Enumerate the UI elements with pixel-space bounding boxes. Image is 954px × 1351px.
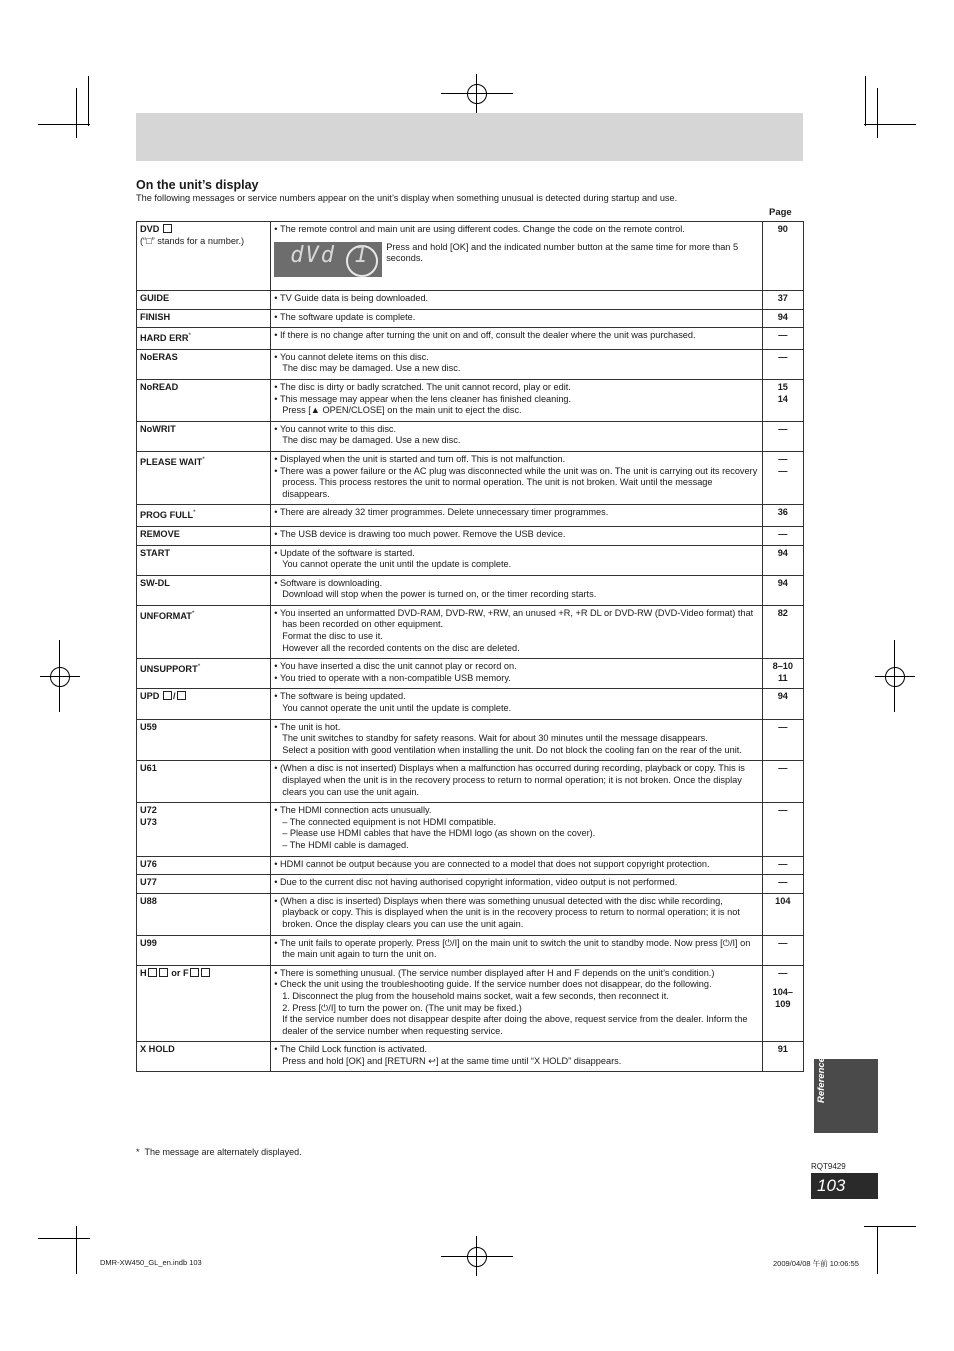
- crop-mark: [88, 76, 89, 126]
- description-line: – The connected equipment is not HDMI compatible.: [282, 816, 497, 827]
- registration-mark: [467, 84, 487, 104]
- page-ref: —: [762, 349, 803, 379]
- page-ref: —: [762, 935, 803, 965]
- page-ref: 14: [777, 393, 788, 404]
- message-code: START: [137, 545, 271, 575]
- description-line: • The USB device is drawing too much power. Remove the USB device.: [274, 529, 758, 541]
- crop-mark: [864, 1226, 916, 1227]
- message-code: REMOVE: [137, 526, 271, 545]
- page-ref: 37: [762, 291, 803, 310]
- description-line: Download will stop when the power is turned on, or the timer recording starts.: [282, 589, 597, 600]
- description-line: • The disc is dirty or badly scratched. The unit cannot record, play or edit.: [274, 382, 758, 394]
- table-row: [137, 659, 804, 689]
- table-row: [137, 1042, 804, 1072]
- lcd-digit: 1: [354, 242, 370, 268]
- message-code: NoWRIT: [137, 421, 271, 451]
- page-number-box: [811, 1173, 878, 1199]
- number-placeholder-icon: [148, 968, 157, 977]
- description-line: • Check the unit using the troubleshooting guide. If the service number does not disappear, do the following.: [274, 979, 758, 991]
- message-code: U77: [137, 875, 271, 894]
- number-placeholder-icon: [163, 691, 172, 700]
- page-ref: —: [762, 856, 803, 875]
- description-line: • The HDMI connection acts unusually.: [274, 805, 758, 817]
- description-line: You cannot operate the unit until the update is complete.: [282, 559, 512, 570]
- description-line: • The Child Lock function is activated.: [274, 1044, 758, 1056]
- table-row: [137, 222, 804, 291]
- crop-mark: [76, 88, 77, 138]
- description-line: • You have inserted a disc the unit cannot play or record on.: [274, 661, 758, 673]
- description-line: • You inserted an unformatted DVD-RAM, DVD-RW, +RW, an unused +R, +R DL or DVD-RW (DVD-Video format) that has been recorded on other equipment.: [274, 608, 758, 631]
- description-line: • You cannot delete items on this disc.: [274, 352, 758, 364]
- description-line: • The software update is complete.: [274, 312, 758, 324]
- table-row: [137, 421, 804, 451]
- message-code: HARD ERR: [140, 333, 189, 344]
- message-code: U73: [140, 816, 157, 827]
- page-ref: 94: [762, 689, 803, 719]
- footnote-mark: *: [191, 609, 195, 617]
- table-row: [137, 379, 804, 421]
- table-row: [137, 526, 804, 545]
- footnote-mark: *: [193, 509, 196, 517]
- table-row: [137, 545, 804, 575]
- message-code: PROG FULL: [140, 510, 194, 521]
- lcd-display-image: [274, 242, 382, 277]
- table-row: [137, 505, 804, 527]
- registration-mark: [476, 1236, 477, 1276]
- registration-mark: [40, 676, 80, 677]
- message-code: U61: [137, 761, 271, 803]
- page-ref: —: [762, 719, 803, 761]
- crop-mark: [38, 124, 90, 125]
- reference-tab: [814, 1059, 878, 1133]
- description-line: – The HDMI cable is damaged.: [282, 839, 409, 850]
- table-row: [137, 328, 804, 350]
- message-code: U72: [140, 805, 157, 816]
- description-line: Select a position with good ventilation when installing the unit. Do not block the cooling fan on the rear of the unit.: [282, 744, 742, 755]
- section-title: On the unit’s display: [136, 178, 259, 192]
- header-band: [136, 113, 803, 161]
- message-code: NoREAD: [137, 379, 271, 421]
- message-code: or F: [171, 967, 189, 978]
- description-line: • You tried to operate with a non-compatible USB memory.: [274, 673, 758, 685]
- page-ref: —: [778, 967, 788, 978]
- footnote-mark: *: [202, 455, 205, 463]
- footer-timestamp: 2009/04/08 午前 10:06:55: [773, 1259, 859, 1268]
- message-code: PLEASE WAIT: [140, 456, 203, 467]
- reference-tab-label: Reference: [816, 1057, 827, 1103]
- description-line: Press and hold [OK] and [RETURN ↩] at the same time until “X HOLD” disappears.: [282, 1055, 622, 1066]
- message-table: [136, 221, 804, 1072]
- table-row: [137, 719, 804, 761]
- table-row: [137, 965, 804, 1042]
- page-ref: 104: [762, 893, 803, 935]
- description-line: • The unit is hot.: [274, 722, 758, 734]
- description-line: The disc may be damaged. Use a new disc.: [282, 435, 461, 446]
- message-code: UNSUPPORT: [140, 664, 198, 675]
- table-row: [137, 291, 804, 310]
- footnote-mark: *: [188, 332, 192, 340]
- table-row: [137, 349, 804, 379]
- page-ref: —: [778, 465, 788, 476]
- section-intro: The following messages or service numbers appear on the unit’s display when something unusual is detected during startup and use.: [136, 193, 678, 203]
- description-line: • TV Guide data is being downloaded.: [274, 293, 758, 305]
- registration-mark: [467, 1247, 487, 1267]
- registration-mark: [59, 640, 60, 712]
- registration-mark: [885, 667, 905, 687]
- description-line: You cannot operate the unit until the update is complete.: [282, 703, 512, 714]
- registration-mark: [50, 667, 70, 687]
- page-ref: 11: [777, 672, 788, 683]
- page-ref: —: [762, 421, 803, 451]
- registration-mark: [441, 1256, 513, 1257]
- description-line: The unit switches to standby for safety reasons. Wait for about 30 minutes until the message disappears.: [282, 733, 708, 744]
- footnote-mark: *: [197, 663, 201, 671]
- page-ref: 104–: [772, 987, 794, 998]
- description-line: However all the recorded contents on the disc are deleted.: [282, 642, 520, 653]
- description-line: Press and hold [OK] and the indicated number button at the same time for more than 5 seconds.: [386, 241, 739, 264]
- page-ref: 36: [762, 505, 803, 527]
- description-line: • Update of the software is started.: [274, 548, 758, 560]
- page-ref: —: [762, 761, 803, 803]
- page-ref: —: [762, 328, 803, 350]
- message-code: SW-DL: [137, 575, 271, 605]
- description-line: • The software is being updated.: [274, 691, 758, 703]
- table-row: [137, 575, 804, 605]
- page-ref: 82: [762, 605, 803, 658]
- number-placeholder-icon: [159, 968, 168, 977]
- message-code: H: [140, 967, 147, 978]
- message-code: X HOLD: [137, 1042, 271, 1072]
- table-row: [137, 309, 804, 328]
- description-line: • There is something unusual. (The service number displayed after H and F depends on the unit’s condition.): [274, 968, 758, 980]
- description-line: • Software is downloading.: [274, 578, 758, 590]
- message-code: NoERAS: [137, 349, 271, 379]
- description-line: • The unit fails to operate properly. Press [⏻/I] on the main unit to switch the unit to standby mode. Now press [⏻/I] on the main unit again to turn the unit on.: [274, 938, 758, 961]
- footnote-mark: *: [136, 1147, 140, 1157]
- crop-mark: [864, 124, 916, 125]
- page-ref: 90: [762, 222, 803, 291]
- message-code: UPD: [140, 691, 160, 702]
- document-code: RQT9429: [811, 1162, 846, 1171]
- crop-mark: [76, 1226, 77, 1274]
- table-row: [137, 935, 804, 965]
- registration-mark: [894, 640, 895, 712]
- registration-mark: [441, 93, 513, 94]
- number-placeholder-icon: [163, 224, 172, 233]
- page-ref: —: [762, 526, 803, 545]
- description-line: 2. Press [⏻/I] to turn the power on. (The unit may be fixed.): [282, 1002, 522, 1013]
- description-line: • (When a disc is inserted) Displays when there was something unusual detected with the disc while recording, playback or copy. This is displayed when the unit is in the recovery process to return to normal operation; it is not broken. Once the display clears you can use the unit again.: [274, 896, 758, 931]
- footer-file: DMR-XW450_GL_en.indb 103: [100, 1258, 202, 1267]
- footnote: [136, 1147, 302, 1157]
- description-line: – Please use HDMI cables that have the HDMI logo (as shown on the cover).: [282, 828, 596, 839]
- description-line: • There was a power failure or the AC plug was disconnected while the unit was on. The unit is carrying out its recovery process. This process restores the unit to normal operation. The unit is not broken. Wait until the message disappears.: [274, 466, 758, 501]
- message-code: DVD: [140, 224, 160, 234]
- message-code: U88: [137, 893, 271, 935]
- message-code: U99: [137, 935, 271, 965]
- page-number: 103: [817, 1176, 846, 1195]
- description-line: • There are already 32 timer programmes. Delete unnecessary timer programmes.: [274, 507, 758, 519]
- table-row: [137, 451, 804, 504]
- crop-mark: [877, 1226, 878, 1274]
- description-line: • You cannot write to this disc.: [274, 424, 758, 436]
- page-ref: —: [778, 453, 788, 464]
- table-row: [137, 761, 804, 803]
- message-code: U59: [137, 719, 271, 761]
- page-ref: 15: [777, 381, 788, 392]
- registration-mark: [476, 74, 477, 114]
- number-placeholder-icon: [190, 968, 199, 977]
- description-line: If the service number does not disappear despite after doing the above, request service from the dealer. Inform the dealer of the service number when requesting service.: [282, 1014, 748, 1036]
- description-line: • Due to the current disc not having authorised copyright information, video output is not performed.: [274, 877, 758, 889]
- crop-mark: [877, 88, 878, 138]
- page-ref: —: [762, 803, 803, 856]
- message-note: (“□” stands for a number.): [140, 235, 245, 246]
- page-ref: 94: [762, 309, 803, 328]
- description-line: The disc may be damaged. Use a new disc.: [282, 363, 461, 374]
- page-column-header: Page: [769, 207, 792, 218]
- page-ref: —: [762, 875, 803, 894]
- page-ref: 94: [762, 545, 803, 575]
- table-row: [137, 875, 804, 894]
- description-line: Format the disc to use it.: [282, 631, 383, 642]
- table-row: [137, 856, 804, 875]
- message-code: FINISH: [137, 309, 271, 328]
- lcd-text: dVd: [290, 242, 336, 268]
- crop-mark: [38, 1238, 90, 1239]
- table-row: [137, 689, 804, 719]
- page-ref: 94: [762, 575, 803, 605]
- page-ref: 8–10: [772, 661, 794, 672]
- number-placeholder-icon: [177, 691, 186, 700]
- description-line: • Displayed when the unit is started and turn off. This is not malfunction.: [274, 454, 758, 466]
- description-line: • If there is no change after turning the unit on and off, consult the dealer where the unit was purchased.: [274, 330, 758, 342]
- crop-mark: [865, 76, 866, 126]
- description-line: • HDMI cannot be output because you are connected to a model that does not support copyright protection.: [274, 859, 758, 871]
- table-row: [137, 605, 804, 658]
- description-line: Press [▲ OPEN/CLOSE] on the main unit to eject the disc.: [282, 405, 522, 416]
- description-line: • (When a disc is not inserted) Displays when a malfunction has occurred during recording, playback or copy. This is displayed when the unit is in the recovery process to return to normal operation; it is not broken. Once the display clears you can use the unit again.: [274, 763, 758, 798]
- table-row: [137, 893, 804, 935]
- description-line: • This message may appear when the lens cleaner has finished cleaning.: [274, 394, 758, 406]
- message-code: U76: [137, 856, 271, 875]
- number-placeholder-icon: [201, 968, 210, 977]
- page-ref: 91: [762, 1042, 803, 1072]
- page-ref: 109: [775, 998, 791, 1009]
- message-code: UNFORMAT: [140, 610, 192, 621]
- description-line: • The remote control and main unit are using different codes. Change the code on the remote control.: [274, 224, 758, 236]
- description-line: 1. Disconnect the plug from the household mains socket, wait a few seconds, then reconnect it.: [282, 990, 669, 1001]
- table-row: [137, 803, 804, 856]
- code-separator: /: [172, 691, 176, 702]
- message-code: GUIDE: [137, 291, 271, 310]
- footnote-text: The message are alternately displayed.: [144, 1147, 302, 1157]
- registration-mark: [875, 676, 915, 677]
